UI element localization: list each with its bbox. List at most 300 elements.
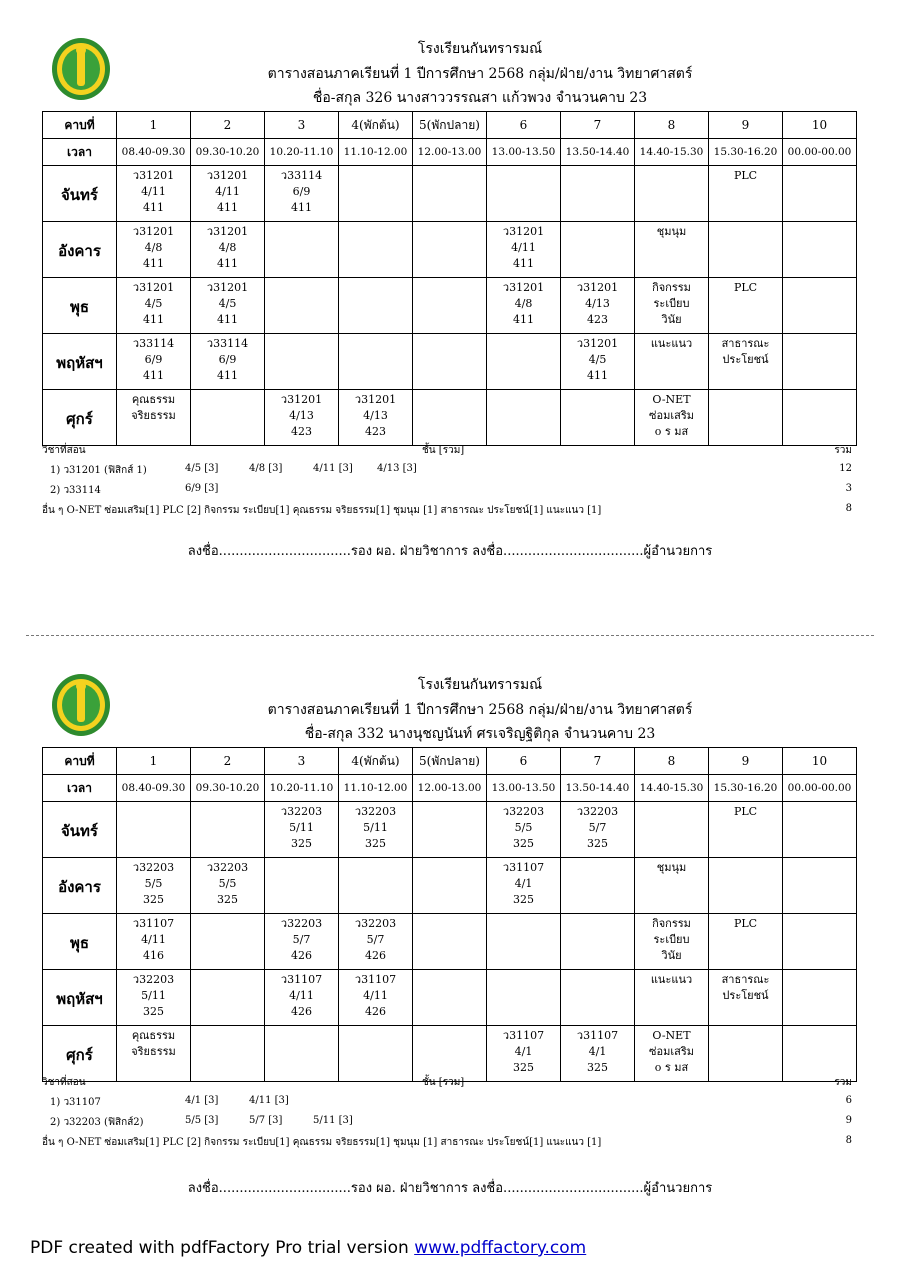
timetable-cell <box>487 914 561 970</box>
cell-line: 411 <box>143 257 164 270</box>
timetable <box>42 747 857 1082</box>
period-number: 2 <box>191 112 265 139</box>
timetable-cell <box>339 222 413 278</box>
timetable-cell <box>487 1026 561 1082</box>
cell-line: 4/11 <box>141 185 166 198</box>
cell-line: 411 <box>217 201 238 214</box>
cell-line: ว31107 <box>354 973 397 986</box>
period-time: 14.40-15.30 <box>635 139 709 166</box>
cell-line: ว31201 <box>206 281 249 294</box>
period-time: 12.00-13.00 <box>413 775 487 802</box>
total-header: รวม <box>834 1077 852 1088</box>
subject-class: 4/5 [3] <box>185 463 219 474</box>
cell-line: ว32203 <box>206 861 249 874</box>
cell-line: ว31107 <box>502 861 545 874</box>
cell-line: 5/11 <box>363 821 388 834</box>
cell-line: 5/7 <box>588 821 607 834</box>
period-time: 15.30-16.20 <box>709 775 783 802</box>
period-time: 10.20-11.10 <box>265 139 339 166</box>
signature-line: ลงชื่อ................................รอง ผอ. ฝ่ายวิชาการ ลงชื่อ..................................ผู้อำนวยการ <box>187 544 713 559</box>
period-time: 08.40-09.30 <box>117 775 191 802</box>
cell-line: 4/11 <box>289 989 314 1002</box>
cell-line: 5/5 <box>218 877 237 890</box>
timetable-cell <box>709 1026 783 1082</box>
time-label: เวลา <box>43 775 117 802</box>
day-label: ศุกร์ <box>43 390 117 446</box>
day-label: ศุกร์ <box>43 1026 117 1082</box>
cell-line: จริยธรรม <box>131 409 176 422</box>
cell-line: ว31107 <box>576 1029 619 1042</box>
cell-line: ประโยชน์ <box>722 989 769 1002</box>
cell-line: ว32203 <box>132 973 175 986</box>
period-number: 9 <box>709 112 783 139</box>
timetable-cell <box>191 858 265 914</box>
timetable-cell <box>487 278 561 334</box>
subject-total: 6 <box>845 1095 852 1106</box>
timetable-cell <box>117 858 191 914</box>
timetable-cell <box>709 970 783 1026</box>
timetable-cell <box>561 858 635 914</box>
timetable-cell <box>339 1026 413 1082</box>
timetable-cell <box>635 334 709 390</box>
timetable-cell <box>117 222 191 278</box>
footer-text: PDF created with pdfFactory Pro trial version <box>30 1238 415 1258</box>
timetable-cell <box>413 334 487 390</box>
subject-class: 4/13 [3] <box>377 463 417 474</box>
cell-line: 416 <box>143 949 164 962</box>
cell-line: ระเบียบ <box>653 297 690 310</box>
cell-line: ว32203 <box>502 805 545 818</box>
cell-line: 325 <box>513 893 534 906</box>
period-number: 7 <box>561 112 635 139</box>
cell-line: วินัย <box>661 313 682 326</box>
schedule-page-1 <box>0 0 900 630</box>
cell-line: PLC <box>733 169 758 182</box>
period-time: 09.30-10.20 <box>191 775 265 802</box>
day-row <box>43 802 857 858</box>
school-logo-icon <box>50 36 112 102</box>
day-row <box>43 166 857 222</box>
cell-line: 4/13 <box>289 409 314 422</box>
cell-line: 4/13 <box>363 409 388 422</box>
cell-line: กิจกรรม <box>652 281 691 294</box>
cell-line: จริยธรรม <box>131 1045 176 1058</box>
summary-header <box>42 443 856 457</box>
timetable-cell <box>413 278 487 334</box>
school-name: โรงเรียนกันทรารมณ์ <box>417 677 543 693</box>
timetable-cell <box>191 166 265 222</box>
cell-line: 4/11 <box>511 241 536 254</box>
day-label: อังคาร <box>43 858 117 914</box>
timetable-cell <box>487 970 561 1026</box>
period-time: 00.00-00.00 <box>783 775 857 802</box>
timetable-cell <box>339 802 413 858</box>
cell-line: ว31201 <box>132 169 175 182</box>
cell-line: 6/9 <box>292 185 311 198</box>
timetable-cell <box>635 278 709 334</box>
timetable-cell <box>635 390 709 446</box>
signature-line: ลงชื่อ................................รอง ผอ. ฝ่ายวิชาการ ลงชื่อ..................................ผู้อำนวยการ <box>187 1181 713 1196</box>
timetable-cell <box>709 166 783 222</box>
cell-line: 411 <box>143 369 164 382</box>
subject-class: 4/11 [3] <box>249 1095 289 1106</box>
timetable-cell <box>709 802 783 858</box>
cell-line: 423 <box>291 425 312 438</box>
cell-line: 6/9 <box>218 353 237 366</box>
cell-line: 4/8 <box>144 241 163 254</box>
cell-line: ประโยชน์ <box>722 353 769 366</box>
cell-line: วินัย <box>661 949 682 962</box>
timetable-cell <box>783 1026 857 1082</box>
period-number: 5(พักปลาย) <box>413 112 487 139</box>
timetable-cell <box>191 914 265 970</box>
cell-line: 325 <box>587 837 608 850</box>
cell-line: 5/11 <box>289 821 314 834</box>
timetable-cell <box>561 278 635 334</box>
timetable-cell <box>265 166 339 222</box>
period-number: 8 <box>635 748 709 775</box>
period-time: 13.00-13.50 <box>487 139 561 166</box>
cell-line: 426 <box>365 949 386 962</box>
timetable-cell <box>413 914 487 970</box>
subject-total: 12 <box>839 463 852 474</box>
cell-line: 4/5 <box>144 297 163 310</box>
cell-line: 4/13 <box>585 297 610 310</box>
period-number: 1 <box>117 748 191 775</box>
subject-name: 1) ว31107 <box>50 1097 101 1108</box>
cell-line: ว33114 <box>132 337 175 350</box>
cell-line: 411 <box>513 313 534 326</box>
day-row <box>43 858 857 914</box>
day-row <box>43 970 857 1026</box>
cell-line: 411 <box>513 257 534 270</box>
period-number: 9 <box>709 748 783 775</box>
period-number: 4(พักต้น) <box>339 748 413 775</box>
cell-line: ว32203 <box>132 861 175 874</box>
subject-class: 6/9 [3] <box>185 483 219 494</box>
period-label: คาบที่ <box>43 112 117 139</box>
timetable-cell <box>117 390 191 446</box>
timetable-cell <box>635 1026 709 1082</box>
cell-line: 426 <box>365 1005 386 1018</box>
timetable-cell <box>117 802 191 858</box>
cell-line: ว31107 <box>132 917 175 930</box>
cell-line: 411 <box>217 257 238 270</box>
cell-line: 325 <box>143 893 164 906</box>
timetable-cell <box>339 390 413 446</box>
cell-line: ว31201 <box>576 337 619 350</box>
cell-line: 426 <box>291 949 312 962</box>
day-row <box>43 1026 857 1082</box>
cell-line: 325 <box>143 1005 164 1018</box>
day-label: พฤหัสฯ <box>43 970 117 1026</box>
timetable-cell <box>265 970 339 1026</box>
timetable-cell <box>413 1026 487 1082</box>
cell-line: ซ่อมเสริม <box>649 1045 694 1058</box>
cell-line: 423 <box>365 425 386 438</box>
timetable-cell <box>783 334 857 390</box>
cell-line: ว31201 <box>576 281 619 294</box>
pdf-footer <box>30 1238 586 1258</box>
classes-header: ชั้น [รวม] <box>422 445 465 456</box>
other-activities: อื่น ๆ O-NET ซ่อมเสริม[1] PLC [2] กิจกรรม ระเบียบ[1] คุณธรรม จริยธรรม[1] ชุมนุม [1] สาธารณะ ประโยชน์[1] แนะแนว [1] <box>42 505 602 516</box>
cell-line: 5/11 <box>141 989 166 1002</box>
timetable-cell <box>561 222 635 278</box>
period-time: 09.30-10.20 <box>191 139 265 166</box>
timetable-cell <box>635 970 709 1026</box>
timetable-cell <box>117 1026 191 1082</box>
timetable-cell <box>709 914 783 970</box>
timetable-cell <box>783 858 857 914</box>
subject-name: 1) ว31201 (ฟิสิกส์ 1) <box>50 465 147 476</box>
timetable-cell <box>561 802 635 858</box>
cell-line: 5/5 <box>144 877 163 890</box>
timetable-cell <box>487 802 561 858</box>
period-time: 11.10-12.00 <box>339 775 413 802</box>
subject-total: 9 <box>845 1115 852 1126</box>
cell-line: ว33114 <box>206 337 249 350</box>
other-total: 8 <box>845 503 852 514</box>
subject-header: วิชาที่สอน <box>42 1077 86 1088</box>
cell-line: 5/7 <box>292 933 311 946</box>
timetable-cell <box>709 390 783 446</box>
cell-line: ชุมนุม <box>656 225 687 238</box>
timetable-cell <box>709 334 783 390</box>
cell-line: ชุมนุม <box>656 861 687 874</box>
timetable-cell <box>561 970 635 1026</box>
cell-line: 325 <box>365 837 386 850</box>
cell-line: 4/11 <box>363 989 388 1002</box>
school-name: โรงเรียนกันทรารมณ์ <box>417 41 543 57</box>
timetable-cell <box>413 858 487 914</box>
timetable-cell <box>265 1026 339 1082</box>
timetable-cell <box>783 166 857 222</box>
term-title: ตารางสอนภาคเรียนที่ 1 ปีการศึกษา 2568 กลุ่ม/ฝ่าย/งาน วิทยาศาสตร์ <box>267 702 693 718</box>
teacher-info: ชื่อ-สกุล 326 นางสาววรรณสา แก้วพวง จำนวนคาบ 23 <box>312 90 648 106</box>
timetable-cell <box>265 802 339 858</box>
timetable-cell <box>413 970 487 1026</box>
timetable-cell <box>709 222 783 278</box>
day-label: พุธ <box>43 914 117 970</box>
cell-line: 325 <box>513 837 534 850</box>
other-activities-row <box>42 503 856 517</box>
period-number: 1 <box>117 112 191 139</box>
timetable-cell <box>265 390 339 446</box>
timetable-cell <box>487 858 561 914</box>
term-title: ตารางสอนภาคเรียนที่ 1 ปีการศึกษา 2568 กลุ่ม/ฝ่าย/งาน วิทยาศาสตร์ <box>267 66 693 82</box>
summary-header <box>42 1075 856 1089</box>
subject-row <box>42 1115 856 1129</box>
period-time: 00.00-00.00 <box>783 139 857 166</box>
period-time: 15.30-16.20 <box>709 139 783 166</box>
day-row <box>43 914 857 970</box>
cell-line: 4/5 <box>588 353 607 366</box>
cell-line: PLC <box>733 805 758 818</box>
day-row <box>43 222 857 278</box>
cell-line: PLC <box>733 917 758 930</box>
cell-line: 423 <box>587 313 608 326</box>
timetable-cell <box>339 970 413 1026</box>
cell-line: คุณธรรม <box>131 1029 176 1042</box>
cell-line: 4/11 <box>141 933 166 946</box>
other-activities: อื่น ๆ O-NET ซ่อมเสริม[1] PLC [2] กิจกรรม ระเบียบ[1] คุณธรรม จริยธรรม[1] ชุมนุม [1] สาธารณะ ประโยชน์[1] แนะแนว [1] <box>42 1137 602 1148</box>
period-label: คาบที่ <box>43 748 117 775</box>
cell-line: 411 <box>143 201 164 214</box>
timetable-cell <box>635 802 709 858</box>
period-number: 7 <box>561 748 635 775</box>
timetable-cell <box>635 914 709 970</box>
day-label: อังคาร <box>43 222 117 278</box>
cell-line: ว31201 <box>206 225 249 238</box>
day-row <box>43 334 857 390</box>
timetable-cell <box>339 858 413 914</box>
timetable-cell <box>413 166 487 222</box>
cell-line: PLC <box>733 281 758 294</box>
cell-line: O-NET <box>652 1029 691 1042</box>
timetable-cell <box>413 390 487 446</box>
cell-line: O-NET <box>652 393 691 406</box>
subject-header: วิชาที่สอน <box>42 445 86 456</box>
time-label: เวลา <box>43 139 117 166</box>
subject-row <box>42 1095 856 1109</box>
subject-class: 4/1 [3] <box>185 1095 219 1106</box>
period-time: 14.40-15.30 <box>635 775 709 802</box>
subject-class: 5/7 [3] <box>249 1115 283 1126</box>
cell-line: 4/1 <box>588 1045 607 1058</box>
period-time: 13.50-14.40 <box>561 775 635 802</box>
cell-line: 411 <box>291 201 312 214</box>
period-number: 6 <box>487 748 561 775</box>
cell-line: ซ่อมเสริม <box>649 409 694 422</box>
period-number: 8 <box>635 112 709 139</box>
cell-line: 4/11 <box>215 185 240 198</box>
subject-class: 5/5 [3] <box>185 1115 219 1126</box>
schedule-page-2 <box>0 636 900 1266</box>
footer-link[interactable]: www.pdffactory.com <box>414 1238 587 1258</box>
timetable-cell <box>635 222 709 278</box>
cell-line: 325 <box>587 1061 608 1074</box>
cell-line: 4/5 <box>218 297 237 310</box>
day-label: พฤหัสฯ <box>43 334 117 390</box>
subject-class: 4/11 [3] <box>313 463 353 474</box>
cell-line: o ร มส <box>654 1061 689 1074</box>
cell-line: ว31201 <box>502 225 545 238</box>
cell-line: ว31201 <box>280 393 323 406</box>
timetable-cell <box>561 1026 635 1082</box>
subject-class: 4/8 [3] <box>249 463 283 474</box>
cell-line: ว31201 <box>132 225 175 238</box>
period-time: 13.00-13.50 <box>487 775 561 802</box>
timetable-cell <box>487 334 561 390</box>
cell-line: ว31201 <box>206 169 249 182</box>
timetable-cell <box>413 222 487 278</box>
subject-total: 3 <box>845 483 852 494</box>
timetable-cell <box>265 222 339 278</box>
cell-line: 4/1 <box>514 877 533 890</box>
timetable-cell <box>339 278 413 334</box>
cell-line: 411 <box>217 313 238 326</box>
timetable-cell <box>117 970 191 1026</box>
cell-line: 411 <box>587 369 608 382</box>
subject-name: 2) ว32203 (ฟิสิกส์2) <box>50 1117 144 1128</box>
cell-line: 4/1 <box>514 1045 533 1058</box>
subject-row <box>42 483 856 497</box>
period-number: 6 <box>487 112 561 139</box>
timetable-cell <box>561 914 635 970</box>
cell-line: 5/5 <box>514 821 533 834</box>
cell-line: ว32203 <box>280 805 323 818</box>
cell-line: แนะแนว <box>650 337 693 350</box>
period-header-row <box>43 112 857 139</box>
period-number: 2 <box>191 748 265 775</box>
timetable-cell <box>709 858 783 914</box>
timetable-cell <box>487 390 561 446</box>
subject-class: 5/11 [3] <box>313 1115 353 1126</box>
school-logo-icon <box>50 672 112 738</box>
cell-line: 4/8 <box>514 297 533 310</box>
timetable-cell <box>709 278 783 334</box>
cell-line: ว31201 <box>354 393 397 406</box>
cell-line: ว31107 <box>502 1029 545 1042</box>
timetable-cell <box>413 802 487 858</box>
timetable-cell <box>191 334 265 390</box>
other-total: 8 <box>845 1135 852 1146</box>
day-label: พุธ <box>43 278 117 334</box>
cell-line: ว32203 <box>354 805 397 818</box>
timetable-cell <box>191 278 265 334</box>
timetable <box>42 111 857 446</box>
cell-line: ว32203 <box>354 917 397 930</box>
day-row <box>43 278 857 334</box>
timetable-cell <box>117 914 191 970</box>
cell-line: 411 <box>217 369 238 382</box>
timetable-cell <box>191 1026 265 1082</box>
cell-line: ระเบียบ <box>653 933 690 946</box>
day-label: จันทร์ <box>43 802 117 858</box>
total-header: รวม <box>834 445 852 456</box>
cell-line: 6/9 <box>144 353 163 366</box>
period-number: 10 <box>783 112 857 139</box>
cell-line: o ร มส <box>654 425 689 438</box>
day-label: จันทร์ <box>43 166 117 222</box>
period-number: 5(พักปลาย) <box>413 748 487 775</box>
cell-line: กิจกรรม <box>652 917 691 930</box>
cell-line: ว31201 <box>502 281 545 294</box>
timetable-cell <box>339 166 413 222</box>
time-row <box>43 775 857 802</box>
cell-line: ว31201 <box>132 281 175 294</box>
classes-header: ชั้น [รวม] <box>422 1077 465 1088</box>
timetable-cell <box>487 222 561 278</box>
timetable-cell <box>783 914 857 970</box>
timetable-cell <box>265 858 339 914</box>
cell-line: ว32203 <box>576 805 619 818</box>
timetable-cell <box>635 858 709 914</box>
cell-line: สาธารณะ <box>721 973 770 986</box>
time-row <box>43 139 857 166</box>
timetable-cell <box>783 970 857 1026</box>
period-header-row <box>43 748 857 775</box>
cell-line: 5/7 <box>366 933 385 946</box>
period-number: 4(พักต้น) <box>339 112 413 139</box>
cell-line: 411 <box>143 313 164 326</box>
cell-line: 325 <box>291 837 312 850</box>
timetable-cell <box>783 222 857 278</box>
cell-line: ว31107 <box>280 973 323 986</box>
timetable-cell <box>191 222 265 278</box>
timetable-cell <box>265 278 339 334</box>
other-activities-row <box>42 1135 856 1149</box>
